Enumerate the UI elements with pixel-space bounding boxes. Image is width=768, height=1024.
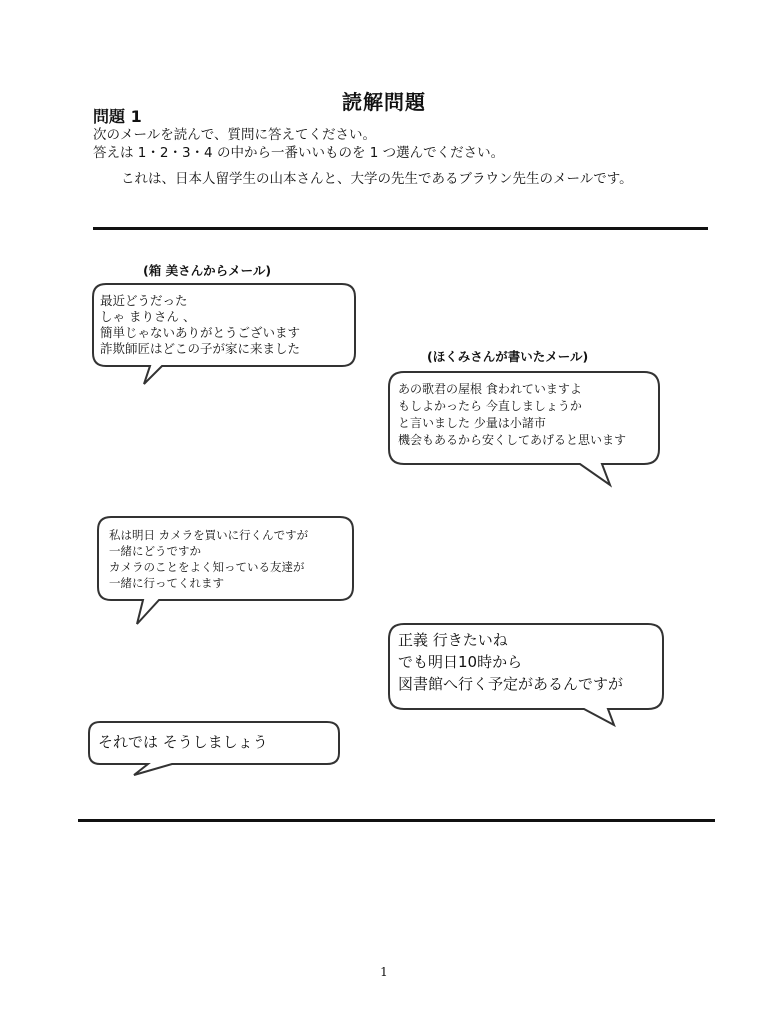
bubble-1-line-1: 最近どうだった [100,293,188,308]
speech-bubble-1 [92,283,356,367]
bubble-4-line-3: 図書館へ行く予定があるんですが [398,675,624,693]
bubble-3-line-3: カメラのことをよく知っている友達が [109,560,305,574]
intro-paragraph: これは、日本人留学生の山本さんと、大学の先生であるブラウン先生のメールです。 [121,171,633,187]
bubble-5-line-1: それでは そうしましょう [98,733,268,751]
speech-bubble-2 [388,371,660,465]
question-label: 問題 1 [93,107,142,126]
bubble-3-line-1: 私は明日 カメラを買いに行くんですが [109,528,309,542]
bubble-1-line-2: しゃ まりさん 、 [100,309,196,324]
bubble-3-line-4: 一緒に行ってくれます [109,576,224,590]
bubble-2-line-4: 機会もあるから安くしてあげると思います [398,433,627,447]
bubble-4-line-2: でも明日10時から [398,653,523,671]
bubble-2-line-2: もしよかったら 今直しましょうか [398,399,582,413]
speech-bubble-3 [97,516,354,601]
divider-bottom [78,819,715,822]
divider-top [93,227,708,230]
bubble-3-line-2: 一緒にどうですか [109,544,201,558]
bubble-1-line-4: 詐欺師匠はどこの子が家に来ました [100,341,301,356]
page-number: 1 [380,965,388,979]
speech-bubble-4 [388,623,664,710]
bubble-1-line-3: 簡単じゃないありがとうございます [100,325,301,340]
bubble-4-line-1: 正義 行きたいね [398,631,508,649]
bubble-2-line-1: あの歌君の屋根 食われていますよ [398,382,582,396]
instruction-line-2: 答えは 1・2・3・4 の中から一番いいものを 1 つ選んでください。 [93,145,505,161]
instruction-line-1: 次のメールを読んで、質問に答えてください。 [93,127,376,143]
caption-right: (ほくみさんが書いたメール) [427,349,589,364]
page-title: 読解問題 [342,90,426,114]
bubble-2-line-3: と言いました 少量は小諸市 [398,416,546,430]
speech-bubble-5 [88,721,340,765]
caption-left: (箱 美さんからメール) [143,263,272,278]
